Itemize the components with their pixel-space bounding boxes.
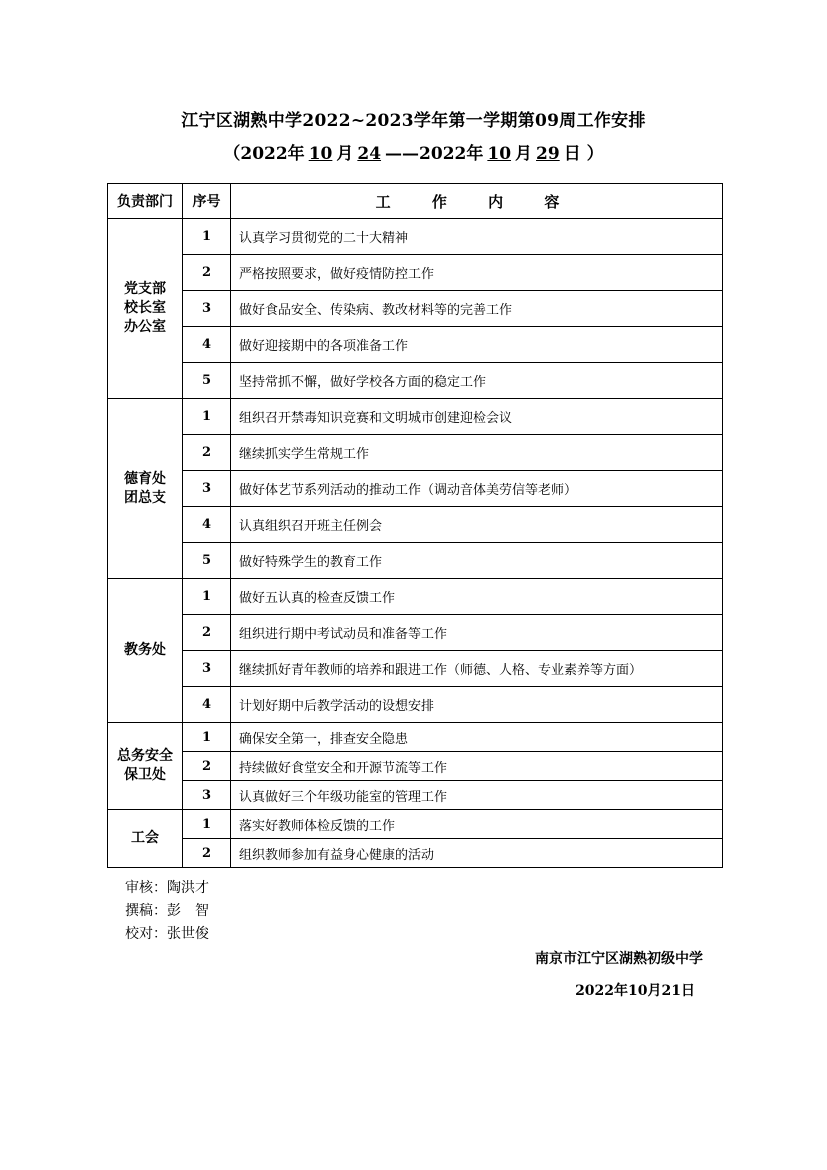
start-day: 24 xyxy=(357,144,382,164)
date-range-open: （2022年 xyxy=(223,144,305,164)
row-num: 5 xyxy=(183,363,231,399)
row-num: 2 xyxy=(183,839,231,868)
dept-cell-party xyxy=(108,219,183,399)
row-content: 做好迎接期中的各项准备工作 xyxy=(231,327,723,363)
row-content: 认真做好三个年级功能室的管理工作 xyxy=(231,781,723,810)
dept-line: 办公室 xyxy=(124,319,166,335)
dept-line: 校长室 xyxy=(124,300,166,316)
end-day: 29 xyxy=(536,144,560,164)
table-header-row xyxy=(108,184,723,219)
signer-name: 张世俊 xyxy=(167,926,209,942)
table-row xyxy=(108,219,723,255)
row-content: 做好体艺节系列活动的推动工作（调动音体美劳信等老师） xyxy=(231,471,723,507)
row-content: 做好特殊学生的教育工作 xyxy=(231,543,723,579)
row-num: 3 xyxy=(183,781,231,810)
row-num: 1 xyxy=(183,219,231,255)
row-content: 计划好期中后教学活动的设想安排 xyxy=(231,687,723,723)
row-content: 持续做好食堂安全和开源节流等工作 xyxy=(231,752,723,781)
table-row xyxy=(108,507,723,543)
row-num: 4 xyxy=(183,687,231,723)
end-month: 10 xyxy=(487,144,512,164)
date-range-dash: ——2022年 xyxy=(385,144,484,164)
table-row xyxy=(108,255,723,291)
table-row xyxy=(108,435,723,471)
dept-line: 党支部 xyxy=(124,281,166,297)
header-num: 序号 xyxy=(183,184,231,219)
table-row xyxy=(108,579,723,615)
row-content: 坚持常抓不懈，做好学校各方面的稳定工作 xyxy=(231,363,723,399)
row-num: 3 xyxy=(183,471,231,507)
signers-block xyxy=(125,877,209,946)
table-row xyxy=(108,781,723,810)
dept-line: 团总支 xyxy=(124,489,166,506)
table-row xyxy=(108,363,723,399)
dept-line: 德育处 xyxy=(124,470,166,487)
issue-date: 2022年10月21日 xyxy=(575,983,695,999)
signer-reviewer xyxy=(125,877,209,900)
table-row xyxy=(108,327,723,363)
table-row xyxy=(108,291,723,327)
row-num: 1 xyxy=(183,579,231,615)
row-num: 4 xyxy=(183,507,231,543)
dept-line: 总务安全 xyxy=(117,748,173,764)
row-num: 2 xyxy=(183,752,231,781)
row-num: 2 xyxy=(183,435,231,471)
date-range-close: 日 ） xyxy=(563,144,604,164)
table-row xyxy=(108,752,723,781)
page-title: 江宁区湖熟中学2022~2023学年第一学期第09周工作安排 xyxy=(181,111,646,131)
row-content: 组织召开禁毒知识竞赛和文明城市创建迎检会议 xyxy=(231,399,723,435)
row-content: 认真组织召开班主任例会 xyxy=(231,507,723,543)
month-char: 月 xyxy=(336,144,354,164)
row-num: 1 xyxy=(183,399,231,435)
row-content: 继续抓实学生常规工作 xyxy=(231,435,723,471)
school-name: 南京市江宁区湖熟初级中学 xyxy=(535,951,703,967)
row-content: 认真学习贯彻党的二十大精神 xyxy=(231,219,723,255)
row-content: 组织教师参加有益身心健康的活动 xyxy=(231,839,723,868)
schedule-table xyxy=(107,183,723,868)
header-dept: 负责部门 xyxy=(108,184,183,219)
signer-proofreader xyxy=(125,923,209,946)
dept-cell-academic xyxy=(108,579,183,723)
dept-line: 教务处 xyxy=(124,642,166,658)
table-row xyxy=(108,687,723,723)
table-row xyxy=(108,399,723,435)
signer-label: 撰稿： xyxy=(125,903,167,919)
row-content: 严格按照要求，做好疫情防控工作 xyxy=(231,255,723,291)
row-num: 5 xyxy=(183,543,231,579)
row-content: 组织进行期中考试动员和准备等工作 xyxy=(231,615,723,651)
table-row xyxy=(108,543,723,579)
dept-line: 工会 xyxy=(131,830,159,846)
table-row xyxy=(108,651,723,687)
signer-label: 校对： xyxy=(125,926,167,942)
table-row xyxy=(108,615,723,651)
row-content: 做好食品安全、传染病、教改材料等的完善工作 xyxy=(231,291,723,327)
header-content: 工 作 内 容 xyxy=(231,184,723,219)
row-num: 2 xyxy=(183,615,231,651)
table-row xyxy=(108,839,723,868)
row-content: 确保安全第一，排查安全隐患 xyxy=(231,723,723,752)
row-num: 1 xyxy=(183,810,231,839)
row-num: 1 xyxy=(183,723,231,752)
dept-cell-moral xyxy=(108,399,183,579)
row-num: 3 xyxy=(183,291,231,327)
row-content: 做好五认真的检查反馈工作 xyxy=(231,579,723,615)
row-num: 2 xyxy=(183,255,231,291)
date-range xyxy=(0,139,827,164)
dept-cell-union xyxy=(108,810,183,868)
start-month: 10 xyxy=(308,144,333,164)
signer-writer xyxy=(125,900,209,923)
dept-cell-general-affairs xyxy=(108,723,183,810)
signer-label: 审核： xyxy=(125,880,167,896)
row-content: 落实好教师体检反馈的工作 xyxy=(231,810,723,839)
month-char: 月 xyxy=(515,144,533,164)
table-row xyxy=(108,723,723,752)
row-num: 3 xyxy=(183,651,231,687)
row-content: 继续抓好青年教师的培养和跟进工作（师德、人格、专业素养等方面） xyxy=(231,651,723,687)
signer-name: 彭 智 xyxy=(167,903,209,919)
row-num: 4 xyxy=(183,327,231,363)
table-row xyxy=(108,810,723,839)
table-row xyxy=(108,471,723,507)
signer-name: 陶洪才 xyxy=(167,880,209,896)
dept-line: 保卫处 xyxy=(124,767,166,783)
